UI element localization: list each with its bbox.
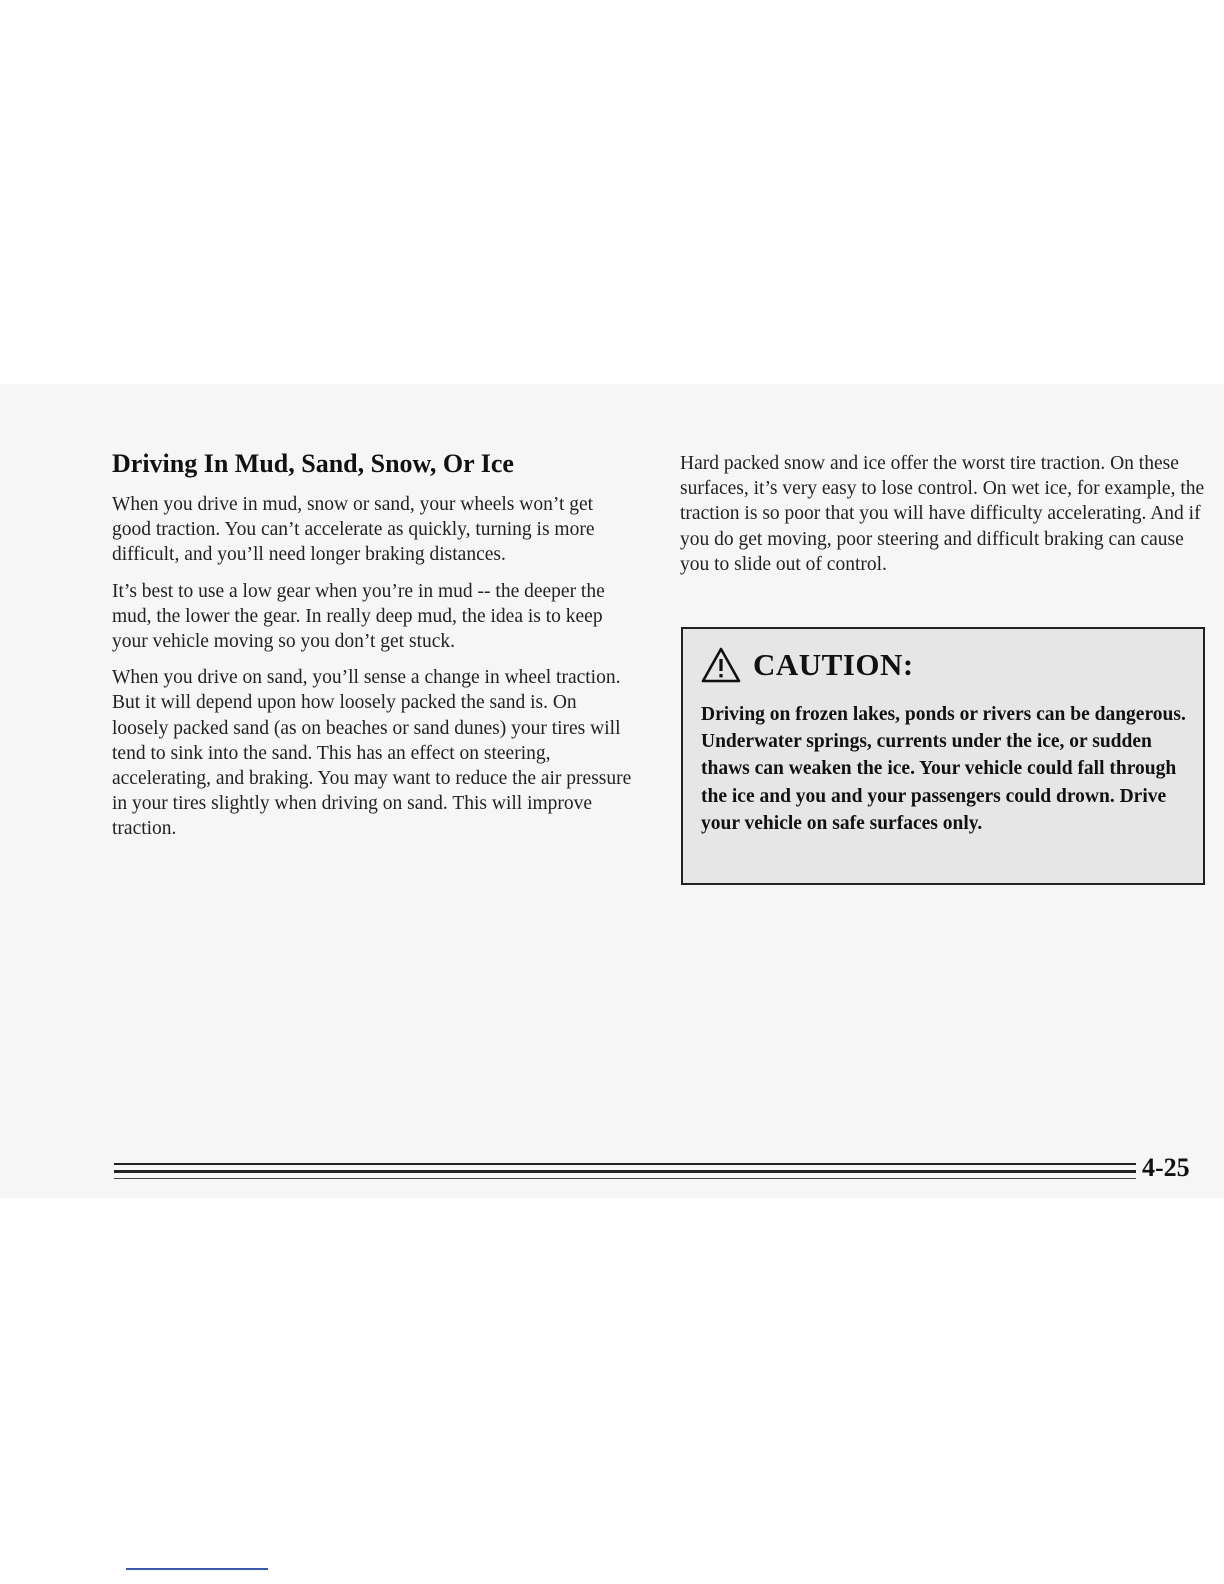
paragraph-mud: It’s best to use a low gear when you’re in mud -- the deeper the mud, the lower the gear. In really deep mud, the idea is to keep your vehicle moving so you don’t get stuck. xyxy=(112,580,605,653)
caution-title: CAUTION: xyxy=(753,647,914,682)
caution-box xyxy=(681,627,1205,885)
section-title: Driving In Mud, Sand, Snow, Or Ice xyxy=(112,449,514,478)
footer-rule xyxy=(114,1170,1136,1173)
paragraph-sand: When you drive on sand, you’ll sense a change in wheel traction. But it will depend upon how loosely packed the sand is. On loosely packed sand (as on beaches or sand dunes) your tires will tend to sink into the sand. This has an effect on steering, accelerating, and braking. You may want to reduce the air pressure in your tires slightly when driving on sand. This will improve traction. xyxy=(112,667,632,840)
bottom-divider xyxy=(126,1568,268,1570)
warning-triangle-icon xyxy=(701,647,741,683)
right-column xyxy=(680,451,1210,588)
footer-rule xyxy=(114,1163,1136,1165)
left-column xyxy=(112,448,636,853)
paragraph-snow-ice: Hard packed snow and ice offer the worst tire traction. On these surfaces, it’s very easy to lose control. On wet ice, for example, the traction is so poor that you will have difficulty accelerating. And if you do get moving, poor steering and difficult braking can cause you to slide out of control. xyxy=(680,453,1205,575)
caution-text: Driving on frozen lakes, ponds or rivers can be dangerous. Underwater springs, currents under the ice, or sudden thaws can weaken the ice. Your vehicle could fall through the ice and you and your passengers could drown. Drive your vehicle on safe surfaces only. xyxy=(701,704,1186,834)
paragraph-traction: When you drive in mud, snow or sand, your wheels won’t get good traction. You can’t accelerate as quickly, turning is more difficult, and you’ll need longer braking distances. xyxy=(112,494,595,566)
footer-rule xyxy=(114,1178,1136,1179)
page-number: 4-25 xyxy=(1142,1153,1190,1182)
caution-header xyxy=(701,647,1189,683)
